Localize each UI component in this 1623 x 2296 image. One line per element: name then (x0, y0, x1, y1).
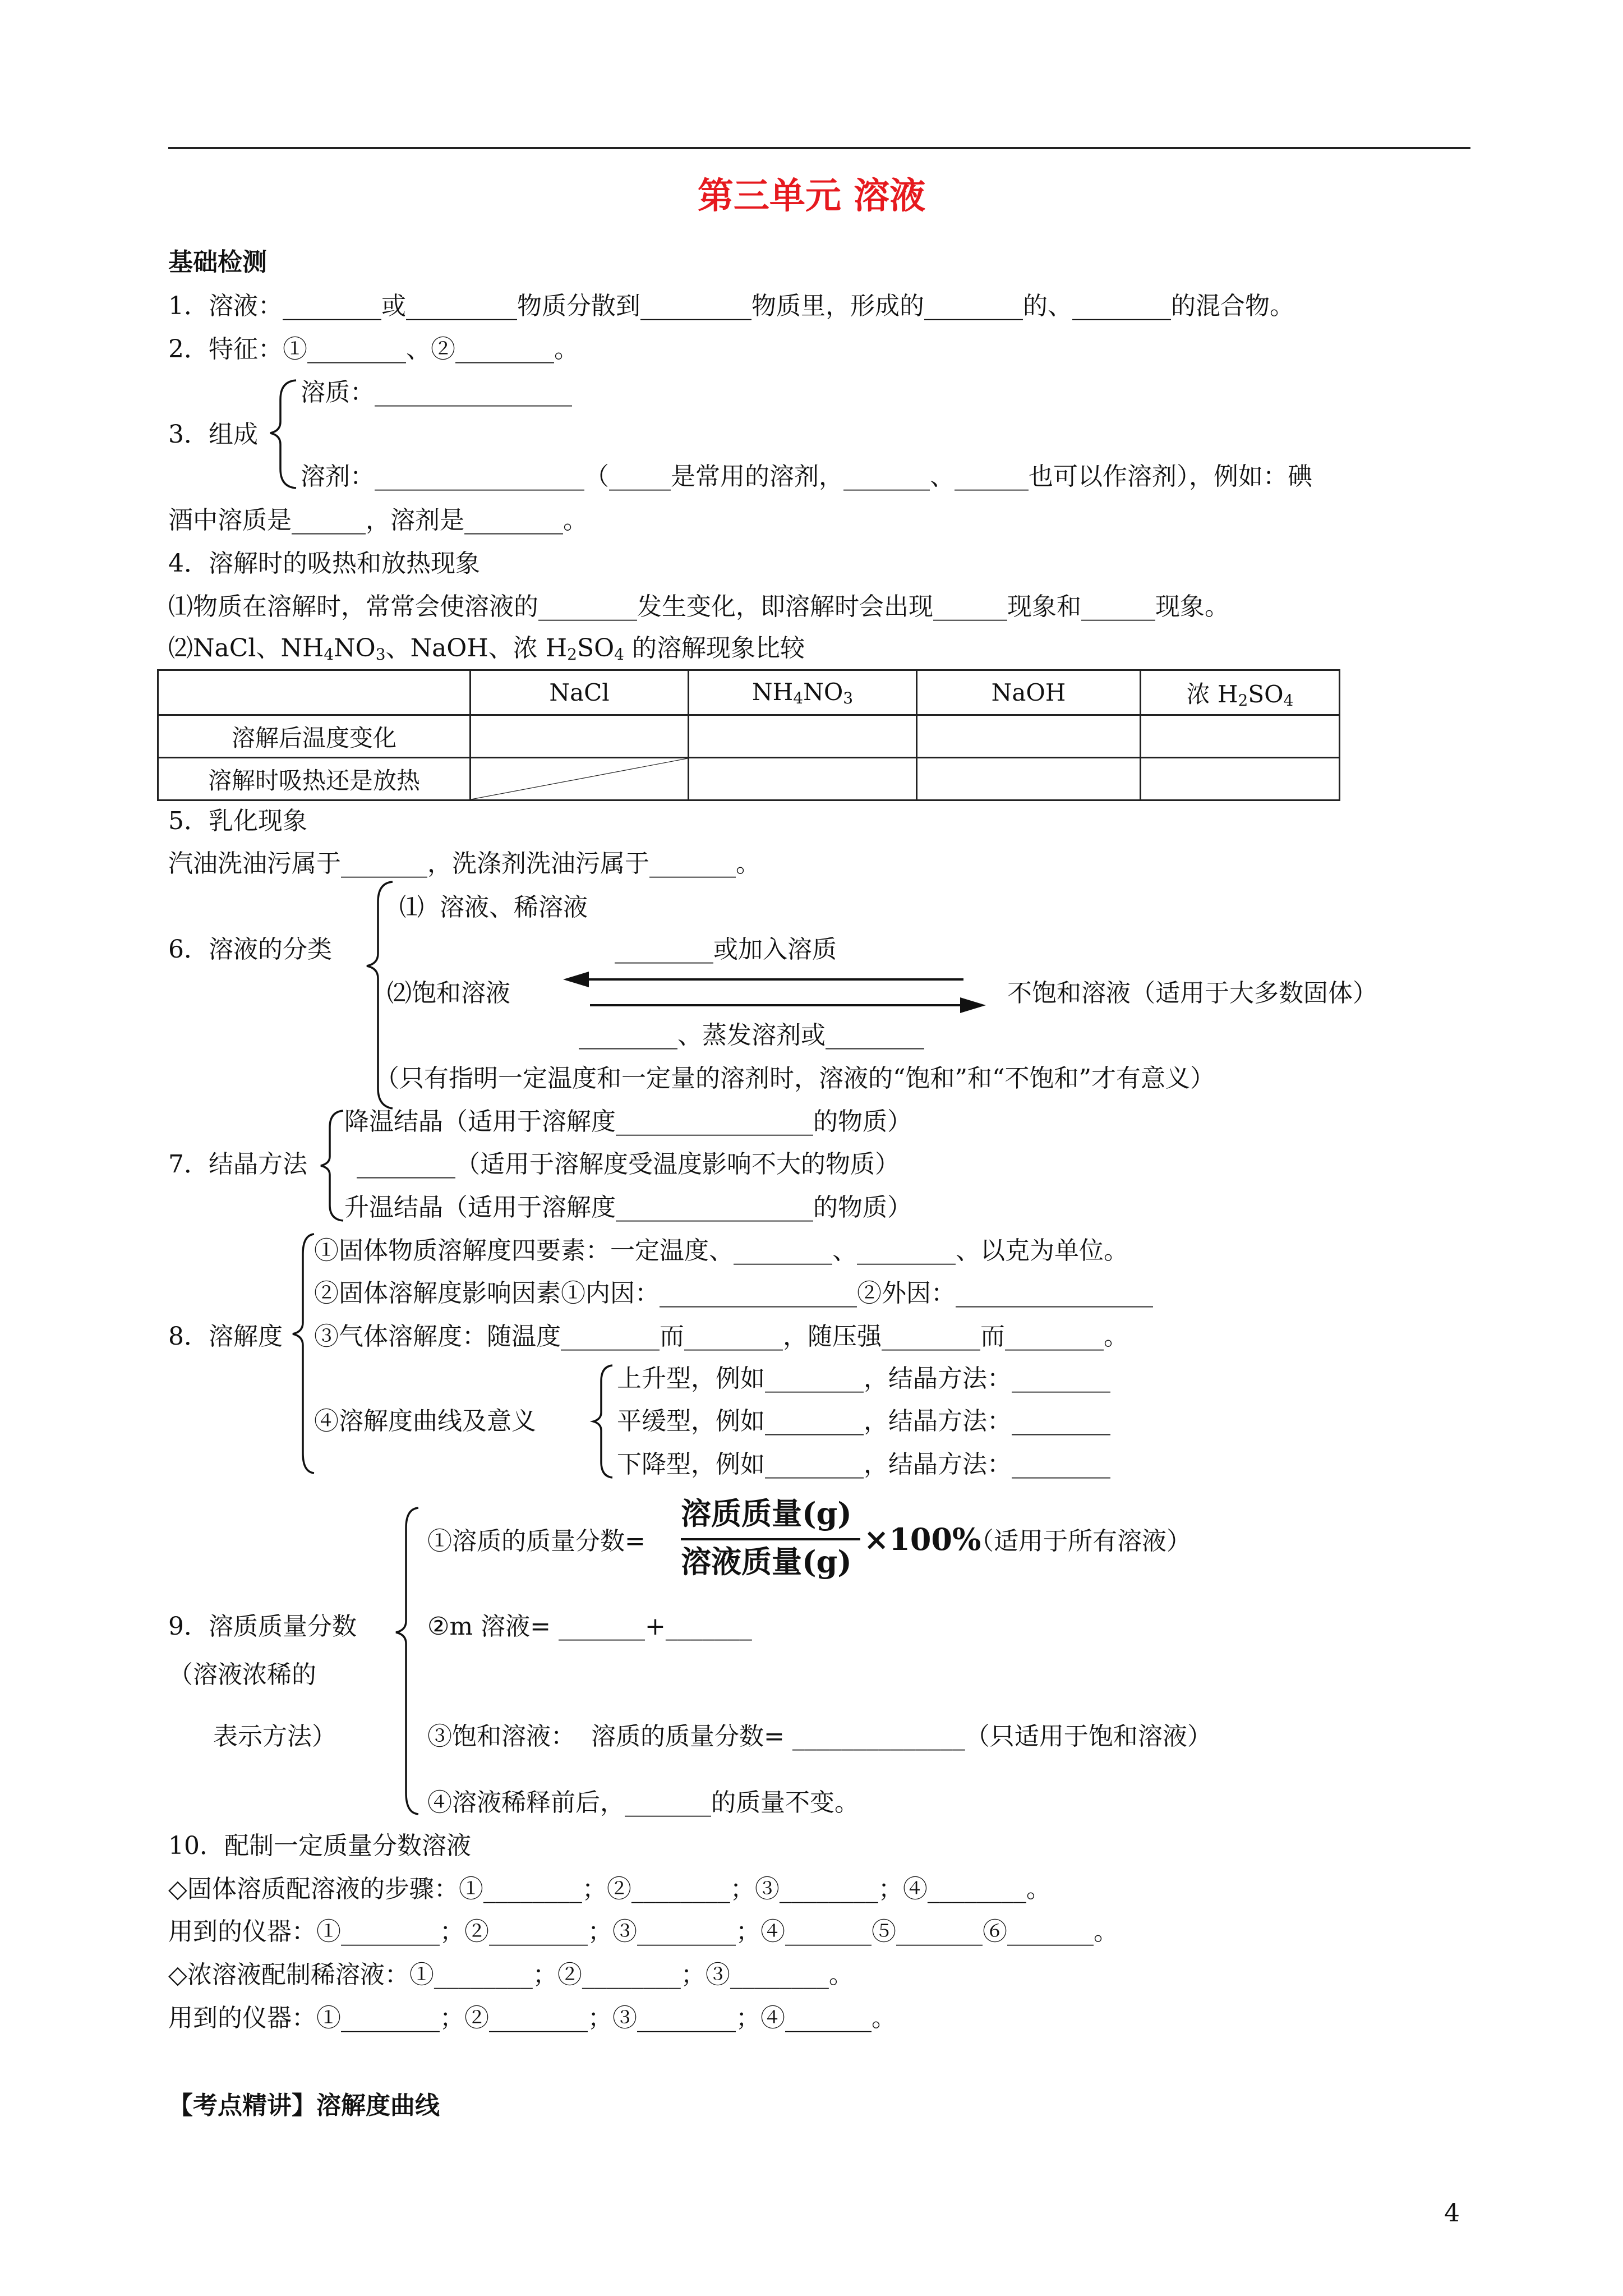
brace-icon (270, 380, 296, 488)
page-number: 4 (1444, 2199, 1460, 2228)
brace-icon (396, 1508, 418, 1814)
brace-icon (293, 1234, 314, 1473)
q7-label: 7．结晶方法 (168, 1150, 307, 1179)
q7-c: 升温结晶（适用于溶解度________________的物质） (344, 1193, 912, 1222)
q3-solvent: 溶剂：_________________（_____是常用的溶剂，_______、______也可以作溶剂），例如：碘 (301, 462, 1312, 491)
q8-d2: 平缓型，例如________，结晶方法：________ (617, 1407, 1110, 1435)
fraction-numerator: 溶质质量(g) (681, 1496, 852, 1531)
q8-c: ③气体溶解度：随温度________而________，随压强________而________。 (314, 1322, 1128, 1351)
q6-note: （只有指明一定温度和一定量的溶剂时，溶液的“饱和”和“不饱和”才有意义） (375, 1064, 1215, 1093)
q8-b: ②固体溶解度影响因素①内因：________________②外因：________________ (314, 1279, 1153, 1308)
table-row-label-heat: 溶解时吸热还是放热 (158, 758, 471, 800)
q6-label: 6．溶液的分类 (168, 935, 332, 964)
q9-d: ④溶液稀释前后，_______的质量不变。 (427, 1788, 859, 1817)
q8-d3: 下降型，例如________，结晶方法：________ (617, 1450, 1110, 1479)
q8-label: 8．溶解度 (168, 1322, 283, 1351)
brace-icon (321, 1111, 343, 1221)
arrow-left-head-icon (563, 972, 589, 987)
q9-label-2: （溶液浓稀的 (168, 1660, 316, 1689)
q9-a-prefix: ①溶质的质量分数= (427, 1527, 645, 1556)
q7-b: ________（适用于溶解度受温度影响不大的物质） (357, 1150, 900, 1179)
q4-line1: ⑴物质在溶解时，常常会使溶液的________发生变化，即溶解时会出现______现象和______现象。 (168, 592, 1229, 621)
question-2: 2．特征：①________、②________。 (168, 335, 579, 364)
q3-continuation: 酒中溶质是______，溶剂是________。 (168, 506, 588, 535)
q4-heading: 4．溶解时的吸热和放热现象 (168, 549, 480, 578)
fraction-denominator: 溶液质量(g) (681, 1544, 852, 1580)
q7-a: 降温结晶（适用于溶解度________________的物质） (344, 1107, 912, 1136)
arrow-right-head-icon (960, 997, 986, 1013)
q6-above-arrow: ________或加入溶质 (615, 935, 837, 964)
q6-unsaturated: 不饱和溶液（适用于大多数固体） (1007, 979, 1377, 1007)
q9-b: ②m 溶液= _______+_______ (427, 1612, 752, 1641)
q8-d1: 上升型，例如________，结晶方法：________ (617, 1364, 1110, 1393)
question-1: 1．溶液：________或_________物质分散到_________物质里，形成的________的、________的混合物。 (168, 292, 1294, 320)
q5-heading: 5．乳化现象 (168, 807, 307, 835)
q6-item1: ⑴ 溶液、稀溶液 (399, 893, 588, 922)
q4-line2: ⑵NaCl、$NH_4NO_3$、NaOH、浓 $H_2SO_4$ 的溶解现象比较 (168, 634, 805, 664)
brace-icon (593, 1365, 612, 1478)
q9-label-1: 9．溶质质量分数 (168, 1612, 357, 1641)
q8-d: ④溶解度曲线及意义 (314, 1407, 536, 1435)
section-focus-heading: 【考点精讲】溶解度曲线 (168, 2091, 440, 2120)
q6-saturated: ⑵饱和溶液 (387, 979, 510, 1007)
table-header-nacl: NaCl (471, 670, 689, 715)
brace-icon (367, 882, 393, 1108)
q10-line1: ◇固体溶质配溶液的步骤：①________；②________；③________；④________。 (168, 1875, 1051, 1903)
table-header-nh4no3: $NH_4NO_3$ (689, 670, 917, 715)
q10-line2: 用到的仪器：①________；②________；③________；④_______⑤_______⑥_______。 (168, 1917, 1118, 1946)
q5-line: 汽油洗油污属于_______，洗涤剂洗油污属于_______。 (168, 849, 760, 878)
page-title: 第三单元 溶液 (697, 175, 926, 217)
q9-a-suffix: （适用于所有溶液） (969, 1527, 1191, 1556)
table-header-naoh: NaOH (917, 670, 1141, 715)
section-basic-heading: 基础检测 (168, 248, 267, 277)
table-row-label-temperature: 溶解后温度变化 (158, 715, 471, 758)
q8-a: ①固体物质溶解度四要素：一定温度、________、________、以克为单位。 (314, 1236, 1128, 1265)
q3-solute: 溶质：________________ (301, 378, 572, 407)
q10-line3: ◇浓溶液配制稀溶液：①________；②________；③________。 (168, 1961, 854, 1989)
q9-label-3: 表示方法） (213, 1722, 336, 1751)
fraction-multiplier: ×100% (864, 1521, 981, 1557)
table-header-h2so4: 浓 $H_2SO_4$ (1141, 670, 1340, 715)
q3-label: 3．组成 (168, 420, 258, 449)
q10-line4: 用到的仪器：①________；②________；③________；④_______。 (168, 2004, 896, 2032)
q10-heading: 10．配制一定质量分数溶液 (168, 1832, 471, 1860)
q9-c: ③饱和溶液： 溶质的质量分数= ______________（只适用于饱和溶液） (427, 1722, 1212, 1751)
q6-below-arrow: ________、蒸发溶剂或________ (579, 1021, 924, 1050)
